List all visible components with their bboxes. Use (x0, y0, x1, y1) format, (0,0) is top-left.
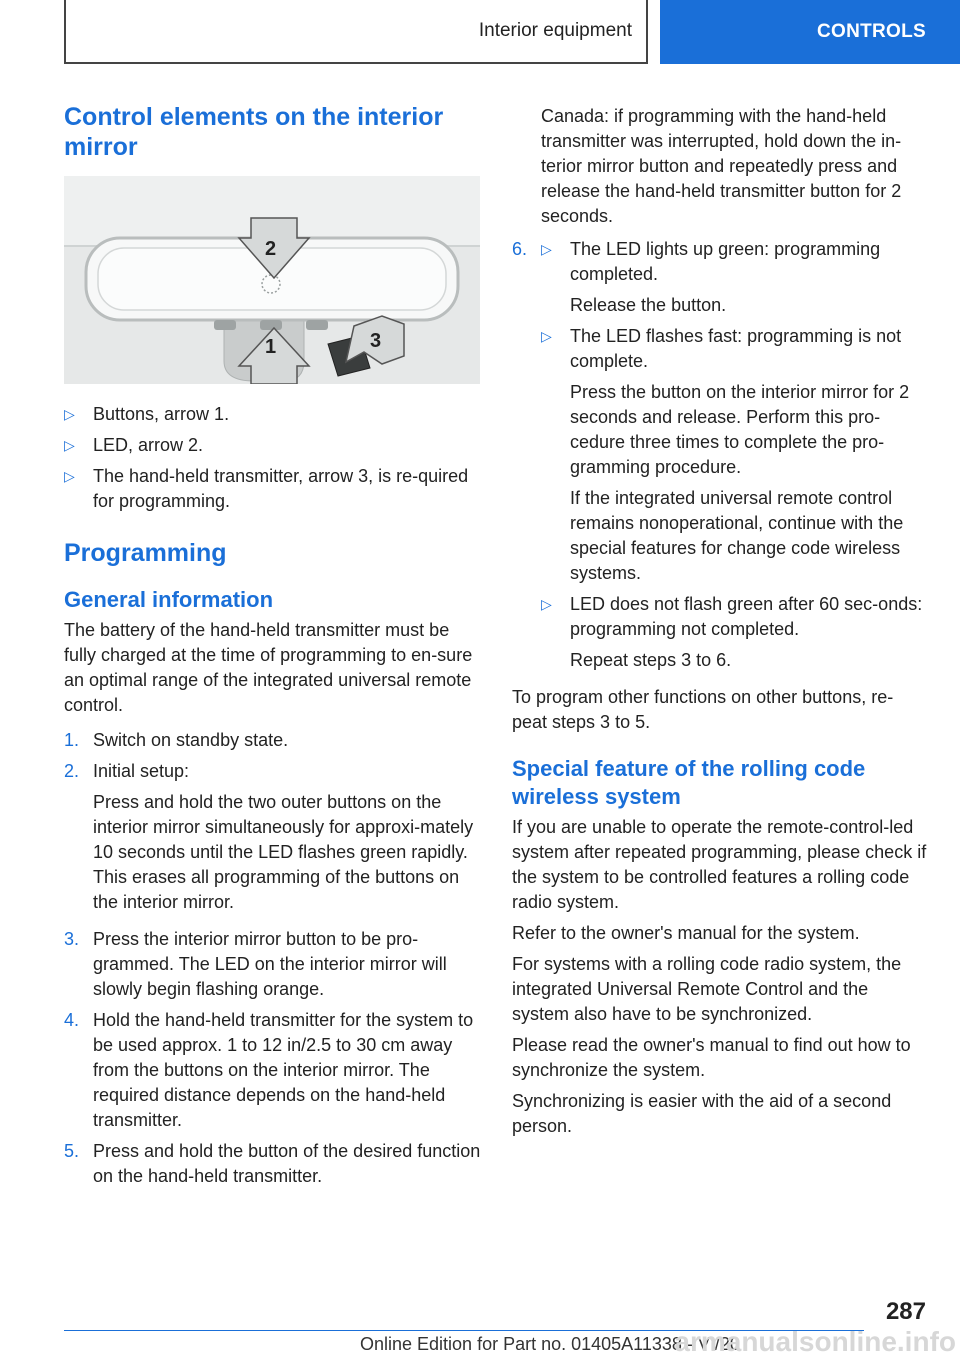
section-title-programming: Programming (64, 539, 227, 567)
header-section (64, 0, 648, 64)
header-tab-label: CONTROLS (816, 21, 926, 42)
step-item (64, 728, 482, 753)
figure-label-2: 2 (265, 238, 277, 260)
step-text: Press the interior mirror button to be pro-grammed. The LED on the interior mirror will slowly begin flashing orange. (93, 929, 447, 999)
step-item (512, 237, 928, 679)
step-number: 5. (64, 1141, 80, 1161)
step-number: 4. (64, 1010, 80, 1030)
sub-bullet-item (541, 592, 928, 679)
sub-bullet-extra: Release the button. (570, 295, 727, 315)
triangle-bullet-icon: ▷ (64, 468, 75, 484)
sub-bullet-text: The LED flashes fast: programming is not complete. (570, 326, 902, 371)
step-text: Initial setup: (93, 761, 190, 781)
triangle-bullet-icon: ▷ (541, 596, 552, 612)
subsection-title-rolling-code: Special feature of the rolling code wireless system (512, 756, 866, 809)
step-number: 6. (512, 239, 528, 259)
sub-bullet-item (541, 324, 928, 592)
rolling-code-paragraph: Synchronizing is easier with the aid of a second person. (512, 1091, 892, 1136)
step-extra-text: Press and hold the two outer buttons on the interior mirror simultaneously for approxi-mately 10 seconds until the LED flashes green rapidly. This erases all programming of the buttons on the interior mirror. (93, 792, 474, 912)
left-column (64, 102, 482, 1195)
rolling-code-paragraph: If you are unable to operate the remote-control-led system after repeated programming, please check if the system to be controlled features a rolling code radio system. (512, 817, 927, 912)
sub-bullet-extra: Press the button on the interior mirror for 2 seconds and release. Perform this pro-cedure three times to complete the pro-gramming procedure. (570, 382, 910, 477)
step-item (64, 1139, 482, 1189)
step-text: Hold the hand-held transmitter for the system to be used approx. 1 to 12 in/2.5 to 30 cm away from the buttons on the interior mirror. The required distance depends on the hand-held transmitter. (93, 1010, 474, 1130)
watermark: armanualsonline.info (674, 1326, 956, 1357)
bullet-text: The hand-held transmitter, arrow 3, is re-quired for programming. (93, 466, 469, 511)
right-column (512, 104, 928, 1145)
general-info-text: The battery of the hand-held transmitter must be fully charged at the time of programming to en-sure an optimal range of the integrated universal remote control. (64, 620, 473, 715)
bullet-item (64, 433, 482, 458)
sub-bullet-extra: If the integrated universal remote control remains nonoperational, continue with the special features for change code wireless systems. (570, 488, 904, 583)
subsection-title-general: General information (64, 587, 274, 612)
header-section-title: Interior equipment (478, 20, 632, 41)
sub-bullet-text: LED does not flash green after 60 sec-onds: programming not completed. (570, 594, 923, 639)
figure-label-1: 1 (265, 336, 277, 358)
step-item (64, 759, 482, 921)
section-title-control-elements: Control elements on the interior mirror (64, 103, 444, 161)
bullet-item (64, 464, 482, 514)
step-item (64, 1008, 482, 1133)
mirror-illustration (64, 176, 480, 384)
triangle-bullet-icon: ▷ (541, 241, 552, 257)
step-text: Press and hold the button of the desired function on the hand-held transmitter. (93, 1141, 481, 1186)
rolling-code-paragraph: Please read the owner's manual to find out how to synchronize the system. (512, 1035, 911, 1080)
page-number: 287 (885, 1298, 926, 1325)
sub-bullet-text: The LED lights up green: programming completed. (570, 239, 881, 284)
step-item (64, 927, 482, 1002)
rolling-code-paragraph: For systems with a rolling code radio system, the integrated Universal Remote Control and the system also have to be synchronized. (512, 954, 902, 1024)
triangle-bullet-icon: ▷ (64, 406, 75, 422)
step-number: 3. (64, 929, 80, 949)
rolling-code-paragraph: Refer to the owner's manual for the system. (512, 923, 860, 943)
step-text: Switch on standby state. (93, 730, 289, 750)
step-number: 2. (64, 761, 80, 781)
triangle-bullet-icon: ▷ (64, 437, 75, 453)
other-functions-text: To program other functions on other buttons, re-peat steps 3 to 5. (512, 687, 894, 732)
bullet-item (64, 402, 482, 427)
triangle-bullet-icon: ▷ (541, 328, 552, 344)
canada-text: Canada: if programming with the hand-held transmitter was interrupted, hold down the in-terior mirror button and repeatedly press and release the hand-held transmitter button for 2 seconds. (541, 106, 902, 226)
sub-bullet-item (541, 237, 928, 324)
sub-bullet-extra: Repeat steps 3 to 6. (570, 650, 732, 670)
header-tab-controls (660, 0, 960, 64)
bullet-text: LED, arrow 2. (93, 435, 204, 455)
bullet-text: Buttons, arrow 1. (93, 404, 230, 424)
step-number: 1. (64, 730, 80, 750)
footer-edition: Online Edition for Part no. 01405A11338 - VI/20 (360, 1334, 740, 1354)
figure-label-3: 3 (370, 330, 382, 352)
